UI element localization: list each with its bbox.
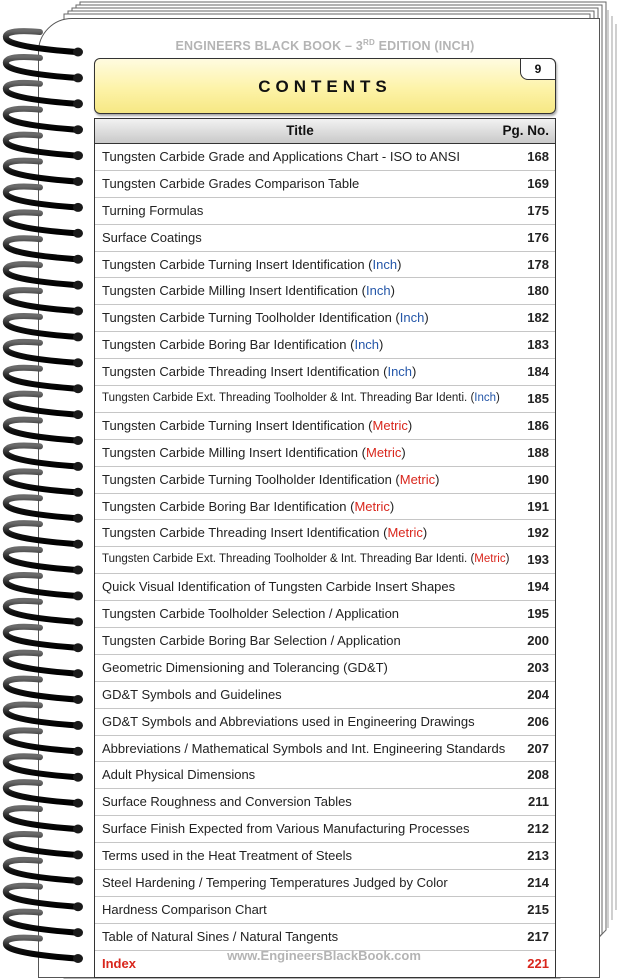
binding-hole [73, 229, 83, 238]
spiral-coil [6, 523, 76, 544]
binding-hole [73, 384, 83, 393]
spiral-coil [6, 316, 76, 337]
binding-hole [73, 462, 83, 471]
row-page-number: 178 [527, 256, 549, 272]
table-row[interactable] [95, 816, 555, 843]
row-page-number: 200 [527, 633, 549, 649]
contents-title-box [94, 58, 556, 114]
row-page-number: 190 [527, 471, 549, 487]
book-header: ENGINEERS BLACK BOOK – 3RD EDITION (INCH) [175, 38, 475, 54]
row-title-text: Hardness Comparison Chart [102, 901, 267, 917]
binding-hole [73, 540, 83, 549]
row-title-text: Tungsten Carbide Boring Bar Identification [102, 337, 347, 353]
binding-hole [73, 255, 83, 264]
binding-hole [73, 99, 83, 108]
unit-label: Metric [387, 525, 423, 541]
table-row[interactable] [95, 897, 555, 924]
row-page-number: 168 [527, 149, 549, 164]
table-row[interactable] [95, 762, 555, 789]
row-page-number: 175 [527, 202, 549, 218]
row-page-number: 195 [527, 606, 549, 622]
binding-hole [73, 151, 83, 160]
row-title-text: GD&T Symbols and Abbreviations used in Engineering Drawings [102, 713, 475, 729]
spiral-coil [6, 264, 76, 285]
table-row[interactable] [95, 144, 555, 171]
binding-hole [73, 954, 83, 963]
column-header-page: Pg. No. [502, 123, 549, 138]
row-title [102, 843, 352, 869]
spiral-coil [6, 57, 76, 78]
row-title [102, 709, 475, 735]
row-title-text: Tungsten Carbide Boring Bar Identification [102, 498, 347, 514]
spiral-coil [6, 627, 76, 648]
binding-hole [73, 358, 83, 367]
table-row[interactable] [95, 870, 555, 897]
spiral-coil [6, 549, 76, 570]
binding-hole [73, 566, 83, 575]
row-title-text: Index [102, 955, 136, 971]
binding-hole [73, 203, 83, 212]
binding-hole [73, 825, 83, 834]
page-title: CONTENTS [258, 77, 392, 96]
row-title: Tungsten Carbide Threading Insert Identification (Metric) [102, 525, 428, 541]
spiral-coil [6, 342, 76, 363]
row-title [102, 762, 255, 788]
row-page-number: 203 [527, 659, 549, 675]
row-title: Tungsten Carbide Boring Bar Identification (Inch) [102, 337, 384, 353]
row-title [102, 870, 448, 896]
table-row[interactable] [95, 574, 555, 601]
row-title [102, 225, 202, 251]
unit-label: Inch [474, 392, 497, 405]
row-title [102, 816, 470, 842]
binding-hole [73, 281, 83, 290]
row-title: Tungsten Carbide Turning Toolholder Identification (Metric) [102, 471, 440, 487]
table-row[interactable] [95, 198, 555, 225]
table-row[interactable] [95, 252, 555, 279]
row-page-number: 207 [527, 740, 549, 756]
row-page-number: 169 [527, 175, 549, 191]
spiral-coil [6, 31, 76, 52]
table-row[interactable] [95, 924, 555, 951]
table-row[interactable] [95, 359, 555, 386]
unit-label: Inch [387, 364, 413, 380]
binding-hole [73, 177, 83, 186]
unit-label: Metric [399, 471, 436, 487]
row-title [102, 655, 388, 681]
spiral-coil [6, 679, 76, 700]
row-title [102, 628, 401, 654]
row-title-text: Tungsten Carbide Grades Comparison Table [102, 175, 360, 191]
binding-hole [73, 850, 83, 859]
unit-label: Inch [399, 310, 425, 326]
row-page-number: 185 [527, 391, 549, 407]
row-page-number: 214 [527, 875, 549, 891]
website-footer: www.EngineersBlackBook.com [227, 948, 421, 963]
binding-hole [73, 773, 83, 782]
row-title-text: Tungsten Carbide Turning Insert Identification [102, 417, 365, 433]
row-title-text: Abbreviations / Mathematical Symbols and Int. Engineering Standards [102, 740, 506, 756]
table-row[interactable] [95, 278, 555, 305]
spiral-coil [6, 912, 76, 933]
row-title: Tungsten Carbide Threading Insert Identification (Inch) [102, 364, 417, 380]
table-header [95, 119, 555, 144]
row-title [102, 171, 359, 197]
row-title-text: GD&T Symbols and Guidelines [102, 686, 282, 702]
row-page-number: 176 [527, 229, 549, 245]
binding-hole [73, 876, 83, 885]
row-page-number: 208 [527, 767, 549, 783]
row-title-text: Surface Roughness and Conversion Tables [102, 794, 352, 810]
unit-label: Metric [474, 553, 506, 566]
row-page-number: 217 [527, 928, 549, 944]
row-title [102, 601, 399, 627]
row-page-number: 193 [527, 552, 549, 568]
spiral-coil [6, 135, 76, 156]
row-title [102, 736, 505, 762]
spiral-coil [6, 782, 76, 803]
row-title [102, 198, 203, 224]
spiral-coil [6, 420, 76, 441]
row-title: Tungsten Carbide Turning Insert Identification (Inch) [102, 256, 402, 272]
spiral-coil [6, 471, 76, 492]
unit-label: Inch [372, 256, 398, 272]
row-page-number: 213 [527, 848, 549, 864]
row-title-text: Table of Natural Sines / Natural Tangents [102, 928, 339, 944]
spiral-coil [6, 704, 76, 725]
page-number-tab: 9 [520, 58, 556, 80]
row-title-text: Tungsten Carbide Turning Insert Identification [102, 256, 365, 272]
spiral-coil [6, 834, 76, 855]
row-page-number: 183 [527, 337, 549, 353]
row-page-number: 206 [527, 713, 549, 729]
table-row[interactable] [95, 225, 555, 252]
row-page-number: 192 [527, 525, 549, 541]
spiral-coil [6, 575, 76, 596]
column-header-title: Title [286, 123, 314, 138]
table-row[interactable] [95, 305, 555, 332]
unit-label: Inch [354, 337, 380, 353]
row-page-number: 212 [527, 821, 549, 837]
spiral-coil [6, 161, 76, 182]
spiral-coil [6, 653, 76, 674]
row-page-number: 204 [527, 686, 549, 702]
binding-hole [73, 617, 83, 626]
table-row[interactable] [95, 843, 555, 870]
row-title: Tungsten Carbide Milling Insert Identification (Metric) [102, 444, 406, 460]
row-title-text: Adult Physical Dimensions [102, 767, 256, 783]
row-title: Tungsten Carbide Turning Toolholder Identification (Inch) [102, 310, 429, 326]
row-title-text: Tungsten Carbide Turning Toolholder Identification [102, 310, 392, 326]
row-title [102, 574, 455, 600]
spiral-coil [6, 730, 76, 751]
binding-hole [73, 125, 83, 134]
spiral-coil [6, 186, 76, 207]
table-row[interactable] [95, 494, 555, 521]
spiral-coil [6, 445, 76, 466]
binding-hole [73, 928, 83, 937]
table-row[interactable] [95, 601, 555, 628]
row-title-text: Tungsten Carbide Milling Insert Identification [102, 283, 359, 299]
binding-hole [73, 488, 83, 497]
unit-label: Inch [366, 283, 391, 299]
binding-hole [73, 799, 83, 808]
table-row[interactable] [95, 467, 555, 494]
row-title-text: Tungsten Carbide Grade and Applications Chart - ISO to ANSI [102, 149, 460, 164]
binding-hole [73, 902, 83, 911]
spiral-coil [6, 290, 76, 311]
table-row[interactable] [95, 736, 555, 763]
row-title: Tungsten Carbide Milling Insert Identification (Inch) [102, 283, 395, 299]
table-row[interactable] [95, 655, 555, 682]
spiral-coil [6, 756, 76, 777]
spiral-coil [6, 860, 76, 881]
binding-hole [73, 332, 83, 341]
row-title-text: Turning Formulas [102, 202, 204, 218]
spiral-coil [6, 368, 76, 389]
spiral-coil [6, 808, 76, 829]
row-title-text: Tungsten Carbide Boring Bar Selection / Application [102, 633, 401, 649]
row-title [102, 924, 338, 950]
row-title [102, 897, 267, 923]
binding-hole [73, 48, 83, 57]
spiral-binding [0, 0, 95, 980]
table-row[interactable] [95, 332, 555, 359]
table-row[interactable] [95, 386, 555, 413]
row-title [102, 789, 352, 815]
contents-table [94, 118, 556, 978]
row-page-number: 221 [527, 955, 549, 971]
row-title-text: Tungsten Carbide Ext. Threading Toolholder & Int. Threading Bar Identi. [102, 392, 468, 405]
row-title-text: Steel Hardening / Tempering Temperatures Judged by Color [102, 875, 448, 891]
binding-hole [73, 436, 83, 445]
spiral-coil [6, 394, 76, 415]
binding-hole [73, 669, 83, 678]
table-body [95, 144, 555, 977]
spiral-coil [6, 83, 76, 104]
row-title: Tungsten Carbide Boring Bar Identification (Metric) [102, 498, 395, 514]
table-row[interactable] [95, 628, 555, 655]
row-page-number: 186 [527, 417, 549, 433]
spiral-coil [6, 886, 76, 907]
row-title-text: Geometric Dimensioning and Tolerancing (GD&T) [102, 659, 388, 675]
spiral-coil [6, 109, 76, 130]
spiral-coil [6, 938, 76, 959]
binding-hole [73, 591, 83, 600]
row-title-text: Tungsten Carbide Toolholder Selection / Application [102, 606, 400, 622]
row-title [102, 144, 460, 170]
row-title: Tungsten Carbide Ext. Threading Toolholder & Int. Threading Bar Identi. (Metric) [102, 553, 510, 566]
row-title-text: Quick Visual Identification of Tungsten Carbide Insert Shapes [102, 579, 456, 595]
table-row[interactable] [95, 709, 555, 736]
row-title: Tungsten Carbide Ext. Threading Toolholder & Int. Threading Bar Identi. (Inch) [102, 392, 500, 405]
row-title-text: Tungsten Carbide Turning Toolholder Identification [102, 471, 392, 487]
row-page-number: 215 [527, 901, 549, 917]
table-row[interactable] [95, 789, 555, 816]
row-page-number: 180 [527, 283, 549, 299]
spiral-coil [6, 212, 76, 233]
row-page-number: 188 [527, 444, 549, 460]
row-title [102, 682, 282, 708]
table-row[interactable] [95, 413, 555, 440]
row-page-number: 191 [527, 498, 549, 514]
row-title-text: Surface Finish Expected from Various Manufacturing Processes [102, 821, 470, 837]
table-row[interactable] [95, 171, 555, 198]
row-page-number: 194 [527, 579, 549, 595]
table-row[interactable] [95, 440, 555, 467]
binding-hole [73, 643, 83, 652]
row-title-text: Tungsten Carbide Threading Insert Identification [102, 364, 380, 380]
row-title-text: Tungsten Carbide Threading Insert Identification [102, 525, 380, 541]
row-page-number: 182 [527, 310, 549, 326]
spiral-coil [6, 601, 76, 622]
row-title-text: Terms used in the Heat Treatment of Steels [102, 848, 353, 864]
row-title-text: Tungsten Carbide Milling Insert Identification [102, 444, 359, 460]
spiral-coil [6, 497, 76, 518]
unit-label: Metric [372, 417, 408, 433]
table-row[interactable] [95, 520, 555, 547]
spiral-coil [6, 238, 76, 259]
binding-hole [73, 514, 83, 523]
table-row[interactable] [95, 682, 555, 709]
row-page-number: 211 [528, 794, 549, 810]
unit-label: Metric [366, 444, 402, 460]
row-title-text: Tungsten Carbide Ext. Threading Toolholder & Int. Threading Bar Identi. [102, 553, 468, 566]
binding-hole [73, 73, 83, 82]
row-page-number: 184 [527, 364, 549, 380]
binding-hole [73, 307, 83, 316]
row-title: Tungsten Carbide Turning Insert Identification (Metric) [102, 417, 413, 433]
binding-hole [73, 695, 83, 704]
binding-hole [73, 747, 83, 756]
row-title-text: Surface Coatings [102, 229, 202, 245]
unit-label: Metric [354, 498, 390, 514]
table-row[interactable] [95, 547, 555, 574]
binding-hole [73, 410, 83, 419]
binding-hole [73, 721, 83, 730]
